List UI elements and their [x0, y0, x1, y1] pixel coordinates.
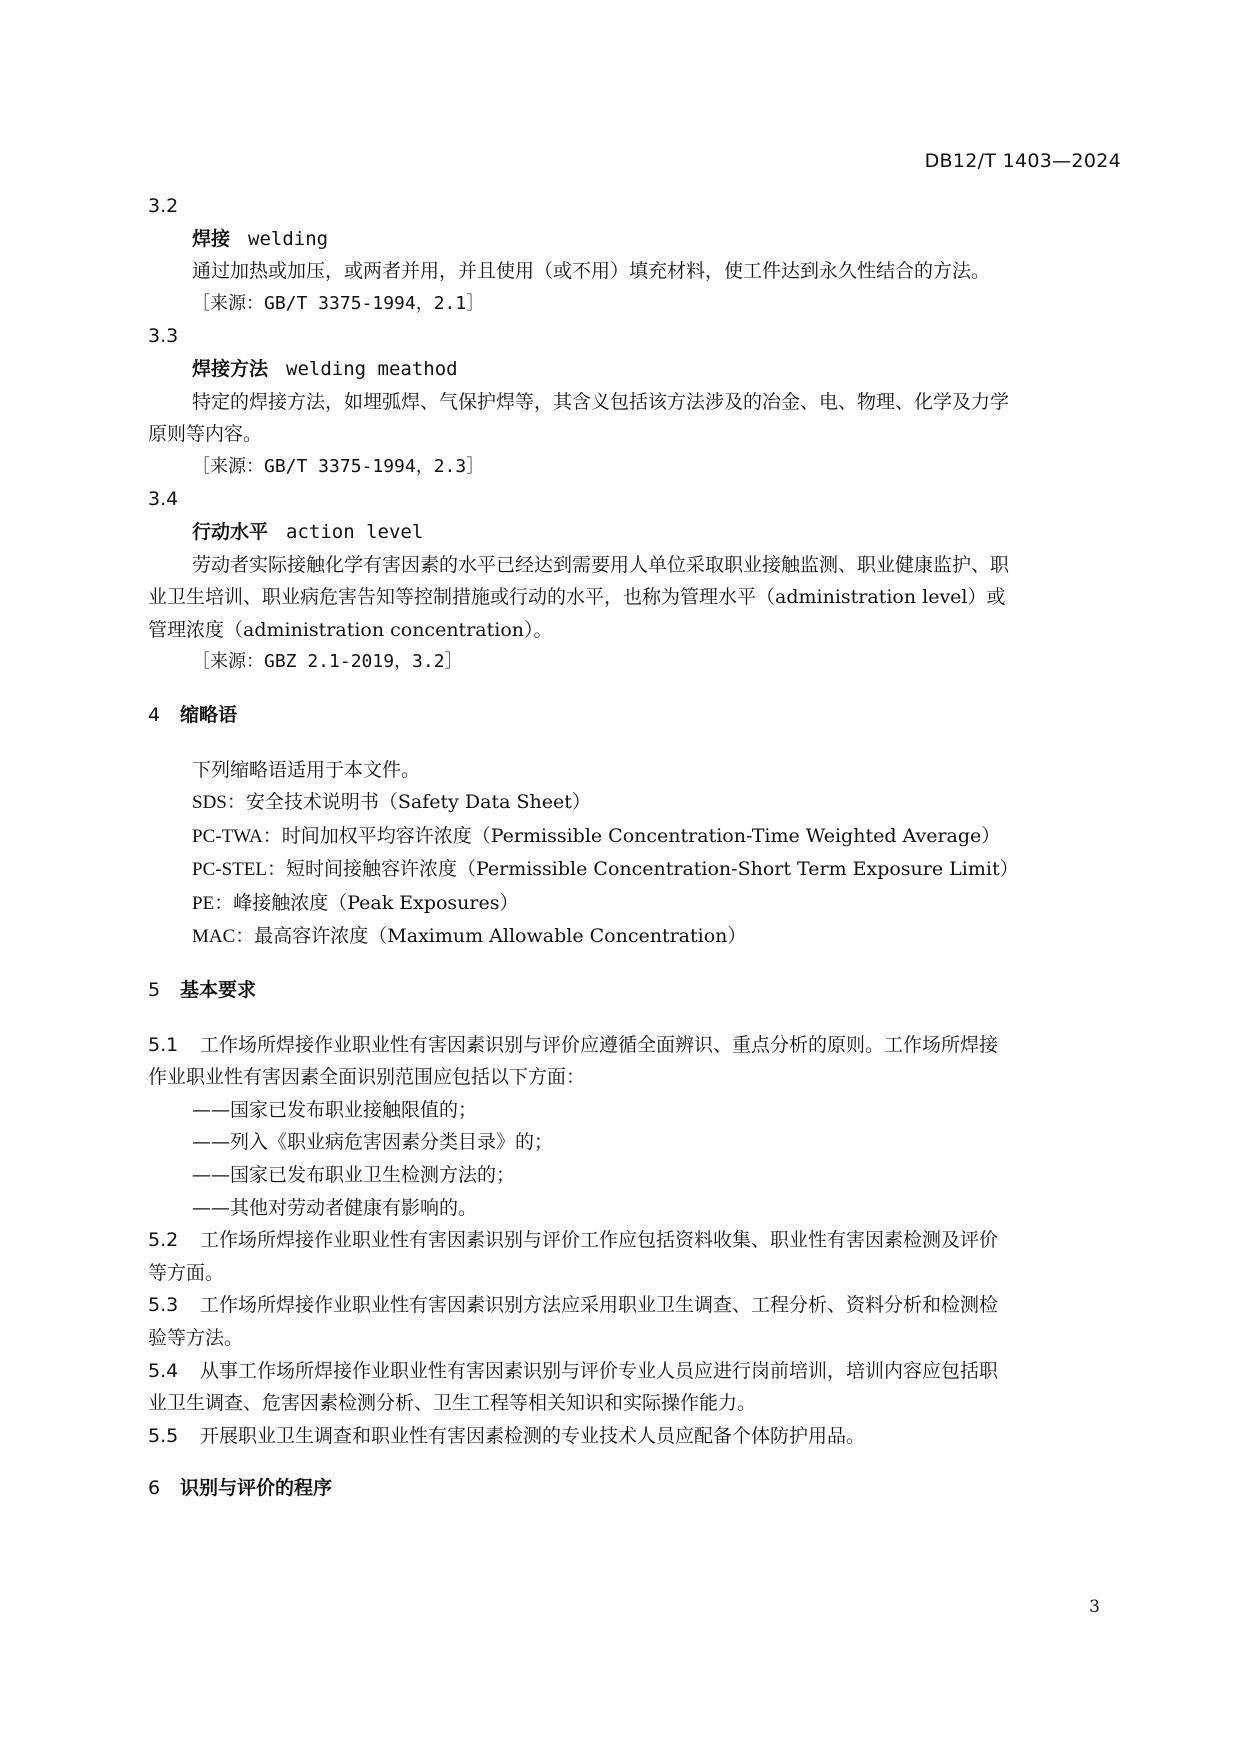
clause-5-2-line: 等方面。 — [148, 1261, 225, 1284]
definition-line: 管理浓度（administration concentration）。 — [148, 618, 553, 641]
abbreviation-intro: 下列缩略语适用于本文件。 — [192, 758, 421, 781]
section-number: 4 — [148, 703, 161, 726]
source-reference: ［来源：GBZ 2.1-2019，3.2］ — [192, 651, 463, 673]
list-item: ——其他对劳动者健康有影响的。 — [192, 1196, 478, 1219]
abbreviation-item: PC-TWA：时间加权平均容许浓度（Permissible Concentration-Time Weighted Average） — [192, 824, 1001, 847]
document-code: DB12/T 1403—2024 — [924, 150, 1121, 172]
section-number: 5 — [148, 979, 161, 1002]
abbreviation-item: SDS：安全技术说明书（Safety Data Sheet） — [192, 791, 591, 814]
clause-number: 5.1 — [148, 1033, 179, 1056]
page-number: 3 — [1089, 1597, 1100, 1617]
clause-number: 5.5 — [148, 1424, 179, 1447]
clause-number: 5.2 — [148, 1229, 179, 1252]
term-zh: 行动水平 — [192, 520, 269, 543]
source-reference: ［来源：GB/T 3375-1994，2.1］ — [192, 292, 485, 314]
source-reference: ［来源：GB/T 3375-1994，2.3］ — [192, 455, 485, 477]
clause-5-3-line: 5.3 工作场所焊接作业职业性有害因素识别方法应采用职业卫生调查、工程分析、资料分析和检测检 — [148, 1289, 1123, 1322]
section-heading-5 — [148, 974, 1123, 1007]
definition-line: 劳动者实际接触化学有害因素的水平已经达到需要用人单位采取职业接触监测、职业健康监护、职 — [192, 553, 1010, 576]
clause-5-4-line: 业卫生调查、危害因素检测分析、卫生工程等相关知识和实际操作能力。 — [148, 1392, 757, 1415]
term-zh: 焊接 — [192, 227, 231, 250]
clause-number: 5.3 — [148, 1294, 179, 1317]
clause-5-1-line: 作业职业性有害因素全面识别范围应包括以下方面： — [148, 1066, 586, 1089]
abbreviation-item: MAC：最高容许浓度（Maximum Allowable Concentration） — [192, 925, 747, 948]
section-title: 识别与评价的程序 — [180, 1477, 333, 1500]
definition-line: 原则等内容。 — [148, 423, 263, 446]
definition-line: 业卫生培训、职业病危害告知等控制措施或行动的水平，也称为管理水平（administration level）或 — [148, 586, 1006, 609]
clause-number-3-4: 3.4 — [148, 488, 179, 511]
definition-line: 特定的焊接方法，如埋弧焊、气保护焊等，其含义包括该方法涉及的冶金、电、物理、化学及力学 — [192, 390, 1010, 413]
list-item: ——国家已发布职业卫生检测方法的； — [192, 1164, 516, 1187]
clause-number: 5.4 — [148, 1359, 179, 1382]
list-item: ——国家已发布职业接触限值的； — [192, 1098, 478, 1121]
section-title: 基本要求 — [180, 979, 257, 1002]
term-en: action level — [286, 520, 424, 543]
term-en: welding meathod — [286, 357, 458, 380]
definition-line: 通过加热或加压，或两者并用，并且使用（或不用）填充材料，使工件达到永久性结合的方法。 — [192, 260, 991, 283]
clause-5-1-line: 5.1 工作场所焊接作业职业性有害因素识别与评价应遵循全面辨识、重点分析的原则。工作场所焊接 — [148, 1029, 1123, 1062]
section-title: 缩略语 — [180, 703, 238, 726]
term-entry-action-level — [148, 516, 1123, 549]
abbreviation-item: PC-STEL：短时间接触容许浓度（Permissible Concentration-Short Term Exposure Limit） — [192, 858, 1019, 881]
clause-number-3-2: 3.2 — [148, 195, 179, 217]
section-heading-4 — [148, 699, 1123, 732]
document-body — [148, 190, 1123, 1524]
clause-5-2-line: 5.2 工作场所焊接作业职业性有害因素识别与评价工作应包括资料收集、职业性有害因素检测及评价 — [148, 1224, 1123, 1257]
term-zh: 焊接方法 — [192, 357, 269, 380]
clause-number-3-3: 3.3 — [148, 325, 179, 348]
abbreviation-item: PE：峰接触浓度（Peak Exposures） — [192, 891, 519, 914]
section-number: 6 — [148, 1477, 161, 1500]
clause-5-5-line: 5.5 开展职业卫生调查和职业性有害因素检测的专业技术人员应配备个体防护用品。 — [148, 1420, 1123, 1453]
clause-5-4-line: 5.4 从事工作场所焊接作业职业性有害因素识别与评价专业人员应进行岗前培训，培训内容应包括职 — [148, 1355, 1123, 1388]
list-item: ——列入《职业病危害因素分类目录》的； — [192, 1131, 554, 1154]
term-en: welding — [248, 227, 329, 250]
section-heading-6 — [148, 1472, 1123, 1505]
term-entry-welding — [148, 223, 1123, 256]
clause-5-3-line: 验等方法。 — [148, 1327, 244, 1349]
term-entry-welding-method — [148, 353, 1123, 386]
